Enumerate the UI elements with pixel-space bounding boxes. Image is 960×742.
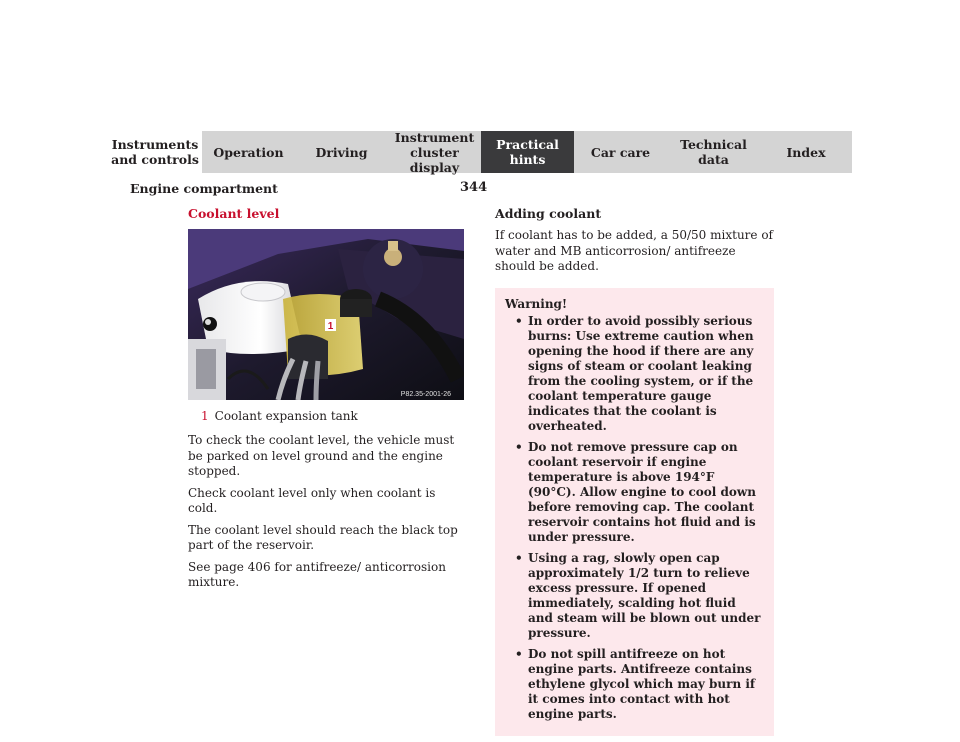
tab-technical-data[interactable]: Technical data	[667, 131, 760, 173]
chapter-tab-bar	[108, 131, 852, 173]
section-title: Engine compartment	[130, 181, 278, 196]
callout-legend	[188, 409, 468, 423]
adding-coolant-intro: If coolant has to be added, a 50/50 mixture of water and MB anticorrosion/ antifreeze should be added.	[495, 228, 773, 273]
warning-item: • Do not spill antifreeze on hot engine parts. Antifreeze contains ethylene glycol which may burn if it comes into contact with hot engine parts.	[505, 647, 764, 722]
left-paragraphs	[188, 433, 468, 591]
callout-text: Coolant expansion tank	[214, 409, 358, 423]
page-number: 344	[460, 180, 488, 195]
callout-number: 1	[201, 409, 209, 423]
warning-item: • Do not remove pressure cap on coolant reservoir if engine temperature is above 194°F (90°C). Allow engine to cool down before removing cap. The coolant reservoir contains hot fluid and is under pressure.	[505, 440, 764, 545]
coolant-level-heading: Coolant level	[188, 206, 280, 221]
warning-list	[505, 314, 764, 722]
tab-driving[interactable]: Driving	[295, 131, 388, 173]
paragraph: See page 406 for antifreeze/ anticorrosion mixture.	[188, 559, 446, 589]
paragraph: To check the coolant level, the vehicle must be parked on level ground and the engine stopped.	[188, 433, 455, 478]
tab-car-care[interactable]: Car care	[574, 131, 667, 173]
tab-instruments-and-controls[interactable]: Instruments and controls	[108, 131, 202, 173]
tab-operation[interactable]: Operation	[202, 131, 295, 173]
warning-box	[495, 288, 774, 736]
photo-code: P82.35-2001-26	[400, 391, 451, 398]
warning-item: • Using a rag, slowly open cap approximately 1/2 turn to relieve excess pressure. If opened immediately, scalding hot fluid and steam will be blown out under pressure.	[505, 551, 764, 641]
warning-title: Warning!	[505, 296, 568, 311]
left-column	[188, 206, 468, 597]
paragraph: Check coolant level only when coolant is cold.	[188, 485, 436, 515]
tab-index[interactable]: Index	[760, 131, 852, 173]
tab-practical-hints[interactable]: Practical hints	[481, 131, 574, 173]
adding-coolant-heading: Adding coolant	[495, 206, 602, 221]
photo-callout-marker: 1	[327, 321, 334, 332]
right-column	[495, 206, 775, 736]
warning-item: • In order to avoid possibly serious burns: Use extreme caution when opening the hood if there are any signs of steam or coolant leaking from the cooling system, or if the coolant temperature gauge indicates that the coolant is overheated.	[505, 314, 764, 434]
engine-compartment-photo	[188, 229, 464, 400]
paragraph: The coolant level should reach the black top part of the reservoir.	[188, 522, 458, 552]
tab-instrument-cluster-display[interactable]: Instrument cluster display	[388, 131, 481, 173]
